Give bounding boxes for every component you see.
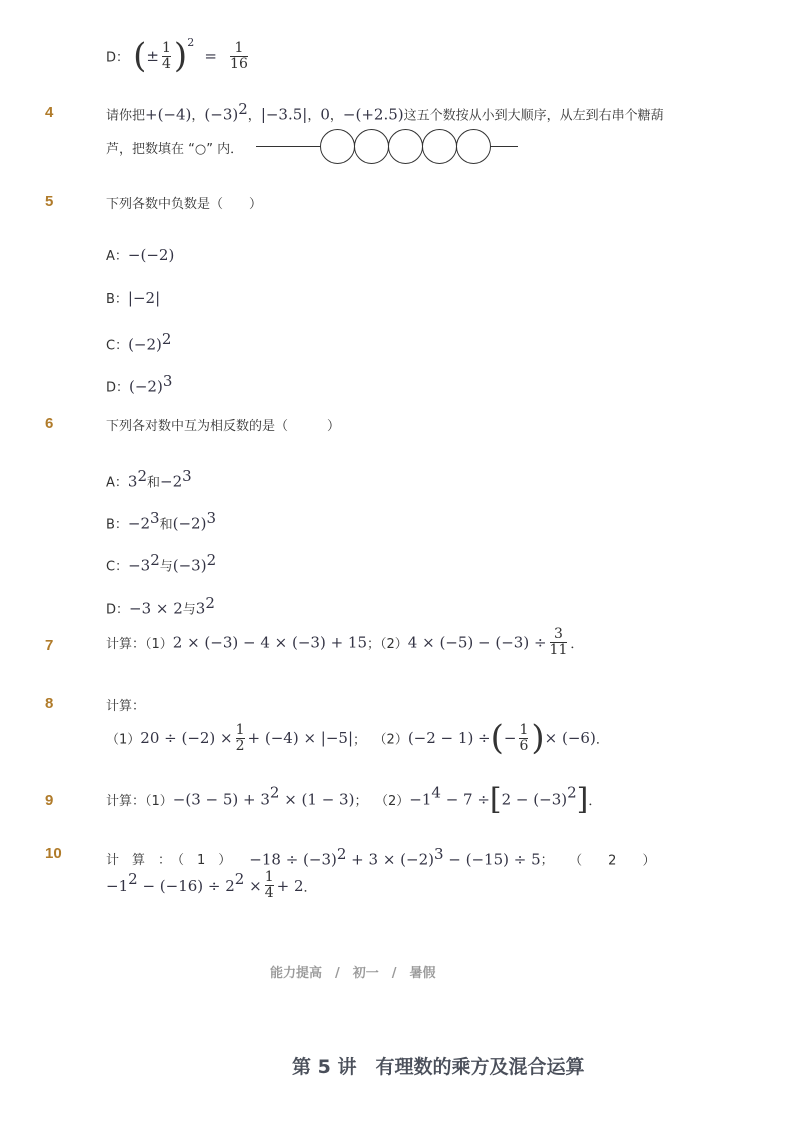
q6-stem: 下列各对数中互为相反数的是（ ） <box>106 419 341 434</box>
answer-circle-1[interactable] <box>320 129 355 164</box>
candied-haws-diagram <box>256 128 518 166</box>
answer-circle-4[interactable] <box>422 129 457 164</box>
question-number-5: 5 <box>45 193 54 210</box>
exponent: 2 <box>187 36 195 49</box>
question-number-8: 8 <box>45 695 54 712</box>
left-paren: ( <box>133 36 147 76</box>
q5-option-c: C：$(-2)^2$ <box>106 330 172 354</box>
q4-line2: 芦，把数填在 “○” 内． <box>106 142 244 157</box>
chapter-title: 第 5 讲 有理数的乘方及混合运算 <box>292 1056 585 1078</box>
question-number-4: 4 <box>45 104 54 121</box>
q6-option-c: C：$-3^2$与$(-3)^2$ <box>106 551 217 575</box>
q10-line1: 计 算 ： （ 1 ） $-18 \div (-3)^2 + 3 \times (-2)^3 - (-15) \div 5$； （ 2 ） <box>106 845 656 869</box>
fraction: $\frac{1}{4}$ <box>162 39 171 72</box>
answer-circle-2[interactable] <box>354 129 389 164</box>
q10-line2: $-1^2 - (-16) \div 2^2$ × $\frac{1}{4}$ + 2． <box>106 869 317 902</box>
question-number-7: 7 <box>45 637 54 654</box>
q8-line1: 计算： <box>106 699 146 714</box>
right-paren: ) <box>173 36 188 76</box>
q6-option-b: B：$-2^3$和$(-2)^3$ <box>106 509 216 533</box>
question-number-6: 6 <box>45 415 54 432</box>
answer-circle-5[interactable] <box>456 129 491 164</box>
q8-body: （1）20 ÷ (−2) × $\frac{1}{2}$ + (−4) × |−5|； （2）(−2 − 1) ÷(− $\frac{1}{6}$ )× (−6)． <box>106 718 609 758</box>
footer-breadcrumb: 能力提高 / 初一 / 暑假 <box>270 966 436 981</box>
q5-stem: 下列各数中负数是（ ） <box>106 197 263 212</box>
equals: = <box>204 47 217 65</box>
plus-minus: ± <box>146 47 159 65</box>
option-label: D： <box>106 50 130 66</box>
result-fraction: $\frac{1}{16}$ <box>230 39 248 72</box>
question-number-10: 10 <box>45 845 62 862</box>
answer-circle-3[interactable] <box>388 129 423 164</box>
q4-line1: 请你把+(−4)，$(-3)^2$，|−3.5|，0，−(+2.5)这五个数按从小到大顺序，从左到右串个糖葫 <box>106 100 664 124</box>
q3-option-d <box>106 36 251 76</box>
q7-body: 计算：（1）2 × (−3) − 4 × (−3) + 15；（2）4 × (−5) − (−3) ÷ $\frac{3}{11}$ ． <box>106 626 584 658</box>
q5-option-b: B：|−2| <box>106 289 161 307</box>
q5-option-d: D：$(-2)^3$ <box>106 372 173 396</box>
q6-option-d: D：−3 × 2与$3^2$ <box>106 594 215 618</box>
q5-option-a: A：−(−2) <box>106 246 175 264</box>
q6-option-a: A：$3^2$和$-2^3$ <box>106 467 192 491</box>
question-number-9: 9 <box>45 792 54 809</box>
q9-body: 计算：$(1)-(3 - 5) + 3^2 \times (1 - 3)$； $(2)-1^4 - 7 \div[2 - (-3)^2]$． <box>106 782 602 817</box>
